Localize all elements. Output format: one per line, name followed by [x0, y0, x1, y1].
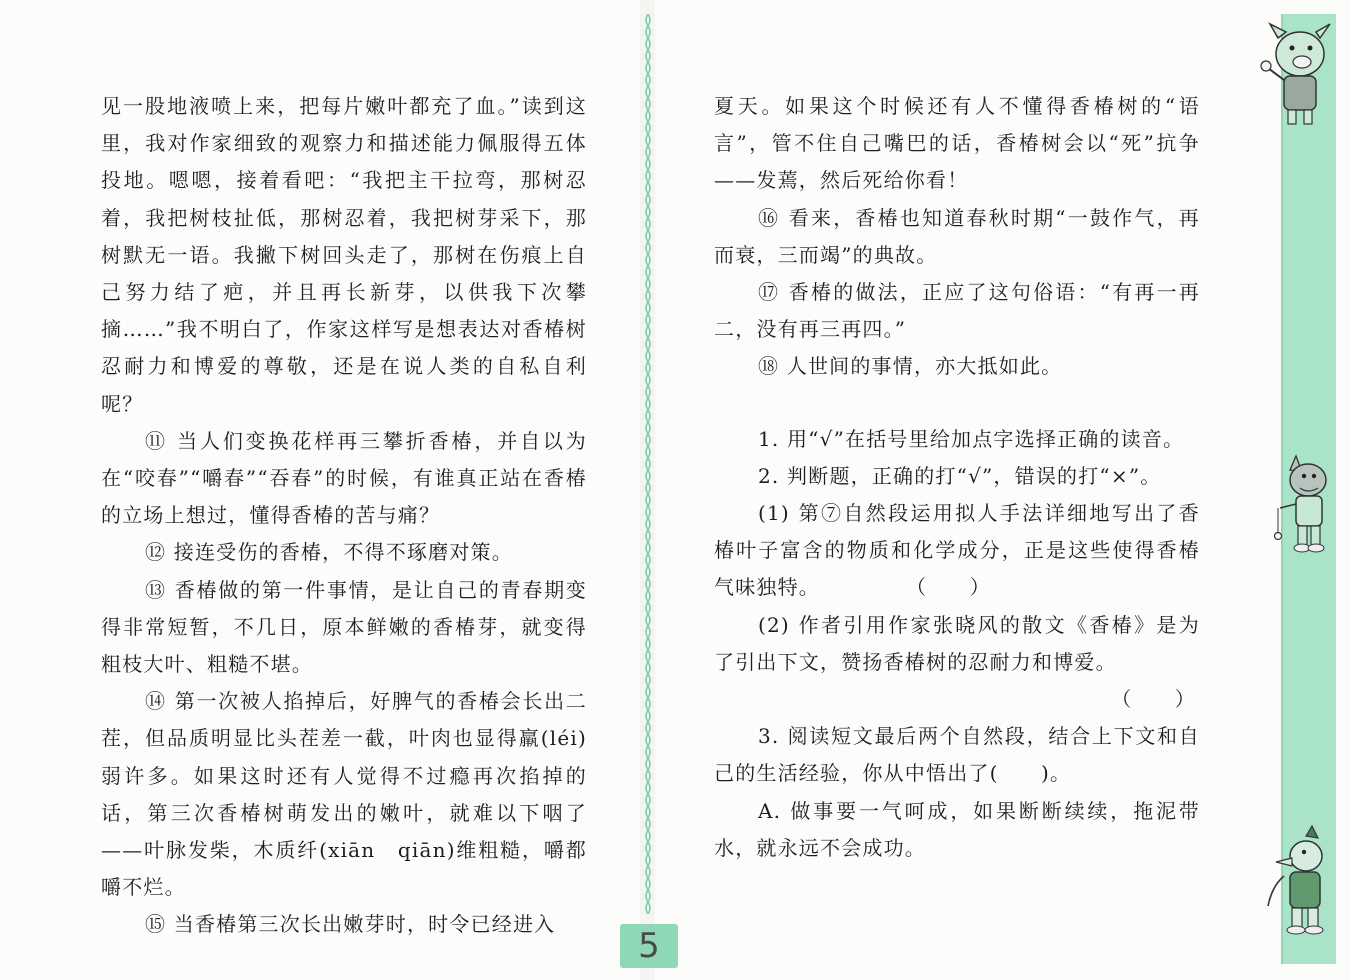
paragraph: ⑫ 接连受伤的香椿，不得不琢磨对策。 — [145, 540, 513, 565]
paragraph: ⑮ 当香椿第三次长出嫩芽时，时令已经进入 — [145, 912, 556, 937]
question-1: 1. 用“√”在括号里给加点字选择正确的读音。 — [758, 426, 1185, 451]
paragraph: ⑰ 香椿的做法，正应了这句俗语：“有再一再二，没有再三再四。” — [714, 280, 1200, 342]
pig-mascot-icon — [1256, 18, 1338, 130]
page-number — [620, 924, 678, 968]
left-column — [101, 88, 587, 944]
paragraph: 见一股地液喷上来，把每片嫩叶都充了血。”读到这里，我对作家细致的观察力和描述能力佩服得五体投地。嗯嗯，接着看吧：“我把主干拉弯，那树忍着，我把树枝扯低，那树忍着，我把树芽采下，那树默无一语。我撇下树回头走了，那树在伤痕上自己努力结了疤，并且再长新芽，以供我下次攀摘……”我不明白了，作家这样写是想表达对香椿树忍耐力和博爱的尊敬，还是在说人类的自私自利呢？ — [101, 94, 587, 416]
question-3-option-a: A. 做事要一气呵成，如果断断续续，拖泥带水，就永远不会成功。 — [714, 798, 1200, 860]
question-2: 2. 判断题，正确的打“√”，错误的打“×”。 — [758, 463, 1162, 488]
wavy-divider — [643, 14, 653, 914]
question-2-item-1: (1) 第⑦自然段运用拟人手法详细地写出了香椿叶子富含的物质和化学成分，正是这些使得香椿气味独特。 （ ） — [714, 501, 1200, 600]
paragraph: ⑱ 人世间的事情，亦大抵如此。 — [758, 354, 1063, 379]
paragraph: ⑯ 看来，香椿也知道春秋时期“一鼓作气，再而衰，三而竭”的典故。 — [714, 205, 1200, 267]
answer-parentheses[interactable]: （ ） — [1111, 687, 1196, 712]
spacer — [714, 386, 1200, 421]
question-3: 3. 阅读短文最后两个自然段，结合上下文和自己的生活经验，你从中悟出了( )。 — [714, 724, 1200, 786]
wolf-mascot-icon — [1266, 448, 1346, 558]
paragraph: ⑭ 第一次被人掐掉后，好脾气的香椿会长出二茬，但品质明显比头茬差一截，叶肉也显得羸(léi)弱许多。如果这时还有人觉得不过瘾再次掐掉的话，第三次香椿树萌发出的嫩叶，就难以下咽了——叶脉发柴，木质纤(xiān qiān)维粗糙，嚼都嚼不烂。 — [101, 689, 587, 900]
paragraph: ⑪ 当人们变换花样再三攀折香椿，并自以为在“咬春”“嚼春”“吞春”的时候，有谁真正站在香椿的立场上想过，懂得香椿的苦与痛？ — [101, 428, 587, 528]
page-number-text: 5 — [638, 926, 660, 966]
question-2-item-2: (2) 作者引用作家张晓风的散文《香椿》是为了引出下文，赞扬香椿树的忍耐力和博爱。 — [714, 612, 1200, 674]
right-column — [714, 88, 1200, 867]
fox-mascot-icon — [1262, 822, 1346, 940]
paragraph: 夏天。如果这个时候还有人不懂得香椿树的“语言”，管不住自己嘴巴的话，香椿树会以“死”抗争——发蔫，然后死给你看！ — [714, 94, 1200, 193]
paragraph: ⑬ 香椿做的第一件事情，是让自己的青春期变得非常短暂，不几日，原本鲜嫩的香椿芽，就变得粗枝大叶、粗糙不堪。 — [101, 577, 587, 677]
